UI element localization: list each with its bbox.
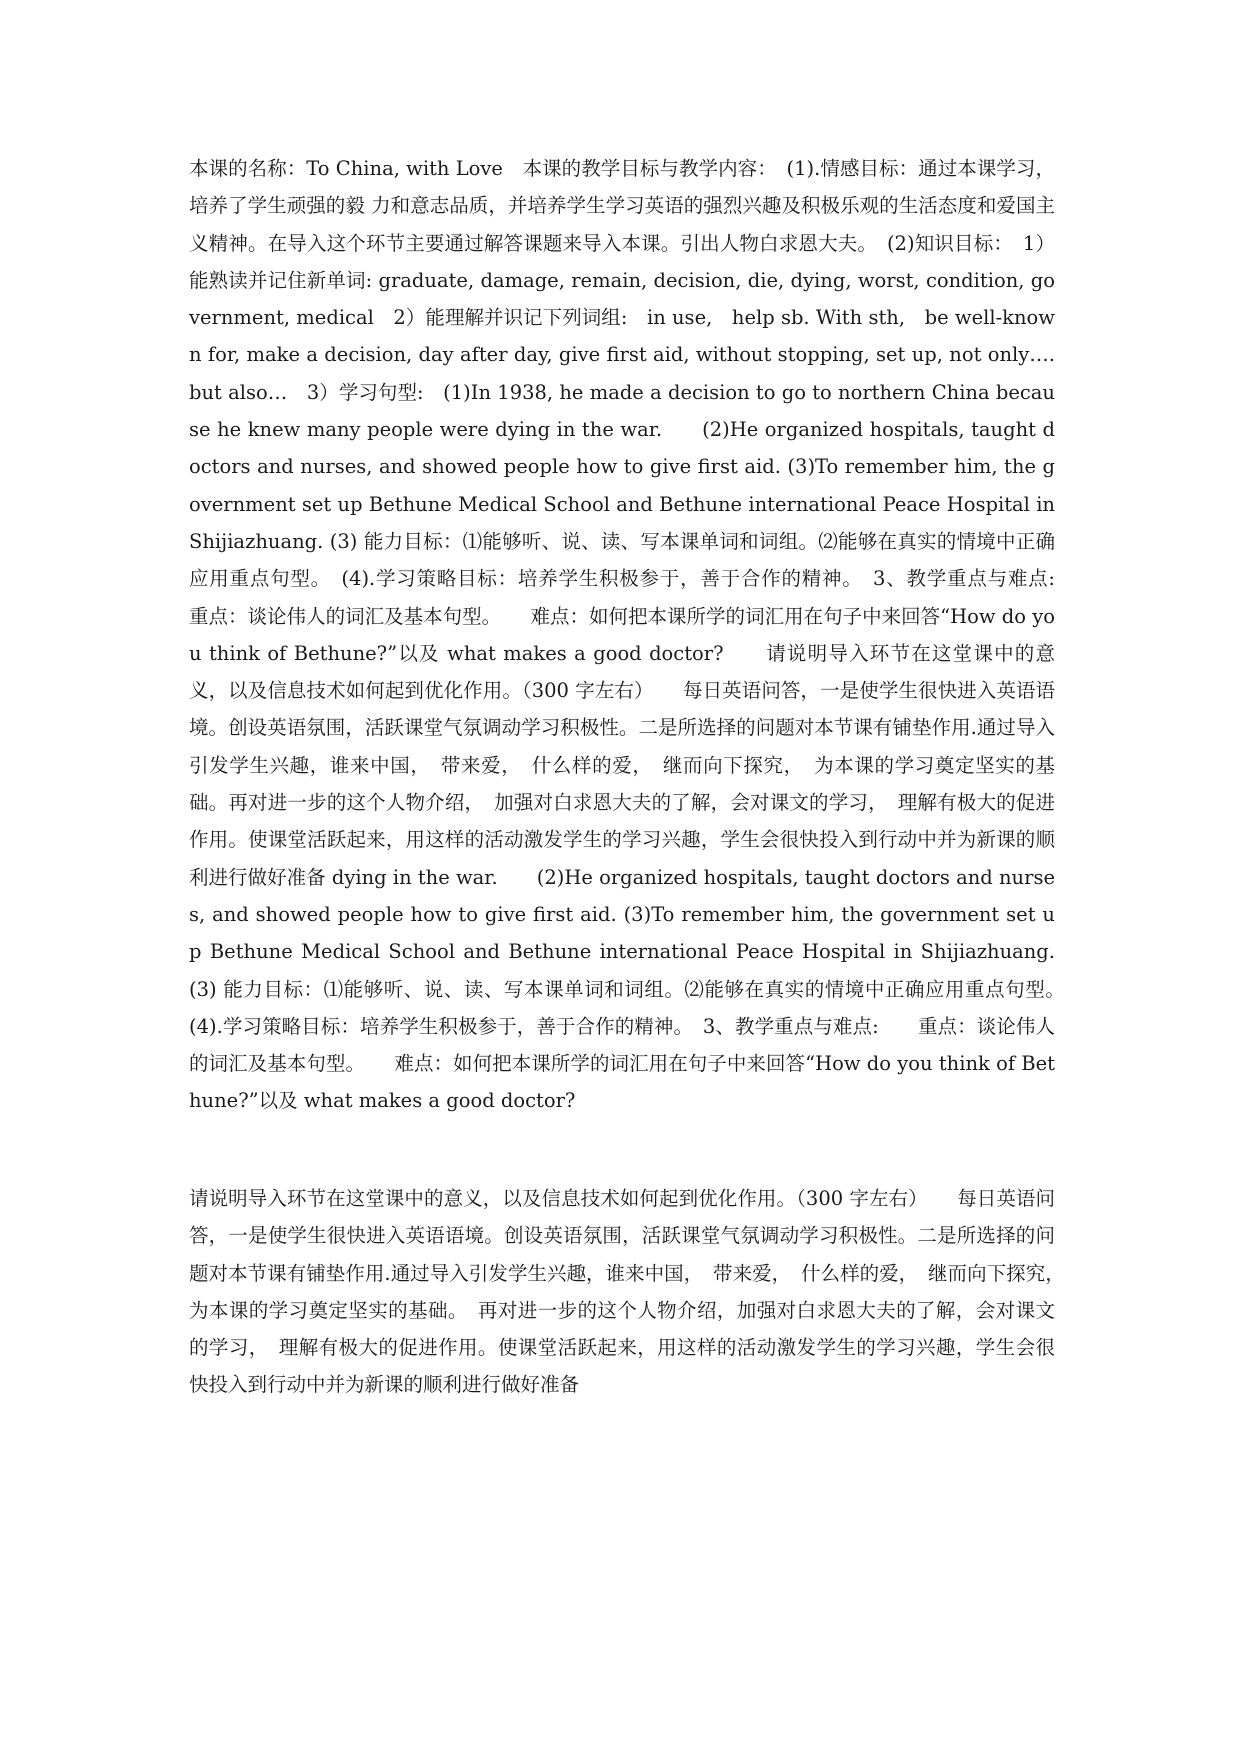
lesson-plan-paragraph: 本课的名称：To China, with Love 本课的教学目标与教学内容： (1).情感目标：通过本课学习，培养了学生顽强的毅 力和意志品质，并培养学生学习英语的强烈兴趣及积极乐观的生活态度和爱国主义精神。在导入这个环节主要通过解答课题来导入本课。引出人物白求恩大夫。 (2)知识目标： 1）能熟读并记住新单词: graduate, damage, remain, decision, die, dying, worst, condition, government, medical 2）能理解并识记下列词组: in use, help sb. With sth, be well-known for, make a decision, day after day, give first aid, without stopping, set up, not only…. but also… 3）学习句型: (1)In 1938, he made a decision to go to northern China because he knew many people were dying in the war. (2)He organized hospitals, taught doctors and nurses, and showed people how to give first aid. (3)To remember him, the government set up Bethune Medical School and Bethune international Peace Hospital in Shijiazhuang. (3) 能力目标：⑴能够听、说、读、写本课单词和词组。⑵能够在真实的情境中正确应用重点句型。 (4).学习策略目标：培养学生积极参于，善于合作的精神。 3、教学重点与难点: 重点：谈论伟人的词汇及基本句型。 难点：如何把本课所学的词汇用在句子中来回答“How do you think of Bethune?”以及 what makes a good doctor? 请说明导入环节在这堂课中的意义，以及信息技术如何起到优化作用。（300 字左右） 每日英语问答，一是使学生很快进入英语语境。创设英语氛围，活跃课堂气氛调动学习积极性。二是所选择的问题对本节课有铺垫作用.通过导入引发学生兴趣，谁来中国， 带来爱， 什么样的爱， 继而向下探究， 为本课的学习奠定坚实的基础。再对进一步的这个人物介绍， 加强对白求恩大夫的了解，会对课文的学习， 理解有极大的促进作用。使课堂活跃起来，用这样的活动激发学生的学习兴趣，学生会很快投入到行动中并为新课的顺利进行做好准备 dying in the war. (2)He organized hospitals, taught doctors and nurses, and showed people how to give first aid. (3)To remember him, the government set up Bethune Medical School and Bethune international Peace Hospital in Shijiazhuang. (3) 能力目标：⑴能够听、说、读、写本课单词和词组。⑵能够在真实的情境中正确应用重点句型。 (4).学习策略目标：培养学生积极参于，善于合作的精神。 3、教学重点与难点: 重点：谈论伟人的词汇及基本句型。 难点：如何把本课所学的词汇用在句子中来回答“How do you think of Bethune?”以及 what makes a good doctor? — [189, 157, 1095, 1113]
intro-significance-paragraph: 请说明导入环节在这堂课中的意义，以及信息技术如何起到优化作用。（300 字左右） 每日英语问答，一是使学生很快进入英语语境。创设英语氛围，活跃课堂气氛调动学习积极性。二是所选择的问题对本节课有铺垫作用.通过导入引发学生兴趣，谁来中国， 带来爱， 什么样的爱， 继而向下探究， 为本课的学习奠定坚实的基础。 再对进一步的这个人物介绍，加强对白求恩大夫的了解，会对课文的学习， 理解有极大的促进作用。使课堂活跃起来，用这样的活动激发学生的学习兴趣，学生会很快投入到行动中并为新课的顺利进行做好准备 — [189, 1187, 1075, 1397]
